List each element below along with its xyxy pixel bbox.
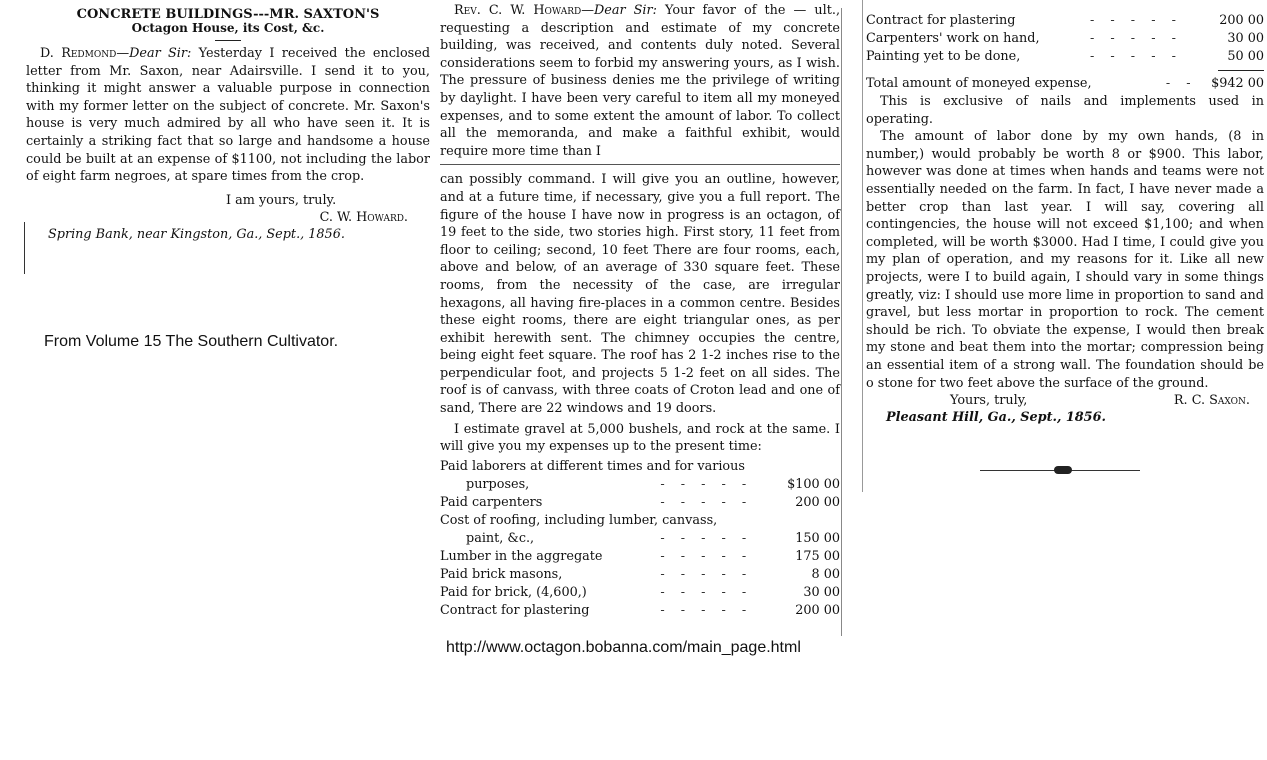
signature: C. W. Howard. (319, 209, 408, 225)
total-amount: $942 00 (1211, 76, 1264, 91)
ledger-row (440, 530, 840, 548)
ledger-label: Paid carpenters (440, 494, 543, 510)
ledger-label: purposes, (466, 476, 530, 492)
ledger-dots: - - - - - (660, 530, 753, 546)
letter3-para2: The amount of labor done by my own hands, (8 in number,) would probably be worth 8 or $900. This labor, however was done at times when hands and teams were not essentially needed on the farm. In fact, I have never made a better crop than last year. I will say, covering all contingencies, the house will not exceed $1,100; and when completed, will be worth $3000. Had I time, I could give you my plan of operation, and my reasons for it. Like all new projects, were I to build again, I should vary in some things greatly, viz: I should use more lime in proportion to sand and gravel, but less mortar in proportion to rock. The cement should be rich. To obviate the expense, I would then break my stone and beat them into the mortar; compression being an essential item of a strong wall. The foundation should be o stone for two feet above the surface of the ground. (866, 129, 1264, 391)
expense-ledger (440, 458, 840, 620)
ledger-label: Carpenters' work on hand, (866, 31, 1040, 46)
article-subtitle: Octagon House, its Cost, &c. (131, 21, 325, 35)
title-rule (215, 40, 241, 41)
ledger-dots: - - - - - (660, 494, 753, 510)
ledger-row (440, 494, 840, 512)
ledger-label: Cost of roofing, including lumber, canvass, (440, 512, 718, 528)
signature-2: R. C. Saxon. (1173, 393, 1250, 409)
article-title: CONCRETE BUILDINGS---MR. SAXTON'S (76, 7, 380, 22)
column-2 (440, 0, 840, 620)
ledger-row (440, 566, 840, 584)
ledger-row (440, 458, 840, 476)
ledger-dots: - - - - - (1090, 13, 1182, 28)
clipping-edge (24, 222, 25, 274)
ledger-label: paint, &c., (466, 530, 535, 546)
ledger-row (440, 512, 840, 530)
letter2-text1: Your favor of the — ult., requesting a description and estimate of my concrete building, was received, and contents duly noted. Several considerations seem to forbid my answering yours, as I wish. The pressure of business denies me the privilege of writing by daylight. I have been very careful to item all my moneyed expenses, and to some extent the amount of labor. To collect all the memoranda, and make a faithful exhibit, would require more time than I (440, 3, 841, 159)
ledger-amount: 30 00 (803, 584, 840, 600)
closing: I am yours, truly. (226, 192, 337, 208)
letter2-para3: I estimate gravel at 5,000 bushels, and rock at the same. I will give you my expenses up to the present time: (440, 421, 840, 455)
ledger-label: Paid for brick, (4,600,) (440, 584, 587, 600)
ledger-label: Paid brick masons, (440, 566, 563, 582)
ledger-dots: - - - - - (660, 584, 753, 600)
column-1 (26, 8, 430, 243)
ledger-label: Painting yet to be done, (866, 49, 1021, 64)
ledger-amount: 200 00 (795, 494, 840, 510)
end-ornament (1054, 466, 1072, 474)
ledger-row (440, 602, 840, 620)
fold-line (440, 164, 840, 165)
ledger-amount: 8 00 (811, 566, 840, 582)
letter2-para1 (440, 2, 840, 160)
ledger-row (440, 584, 840, 602)
closing-2-text: Yours, truly, (950, 393, 1028, 409)
letter-body (26, 45, 430, 186)
closing-2 (866, 392, 1264, 409)
ledger-label: Lumber in the aggregate (440, 548, 603, 564)
ledger-label: Paid laborers at different times and for various (440, 458, 745, 474)
ledger-dots: - - - - - (660, 548, 753, 564)
ledger-dots: - - - - - (1090, 31, 1182, 46)
ledger-label: Contract for plastering (440, 602, 590, 618)
sum-rule (1218, 70, 1264, 71)
total-dots: - - (1165, 76, 1197, 91)
ledger-dots: - - - - - (660, 566, 753, 582)
ledger-row (440, 476, 840, 494)
ledger-amount: 150 00 (795, 530, 840, 546)
ledger-label: Contract for plastering (866, 13, 1016, 28)
source-caption: From Volume 15 The Southern Cultivator. (44, 333, 339, 350)
ledger-amount: $100 00 (787, 476, 840, 492)
column-3 (866, 12, 1264, 426)
ledger-row (866, 12, 1264, 30)
place-date: Spring Bank, near Kingston, Ga., Sept., 1856. (48, 226, 345, 242)
column-divider-2 (862, 0, 863, 492)
salutation-rest: —Dear Sir: (116, 46, 192, 61)
salutation2-rest: —Dear Sir: (581, 3, 657, 18)
ledger-row (866, 48, 1264, 66)
ledger-amount: 200 00 (795, 602, 840, 618)
salutation-name: D. Redmond (40, 46, 117, 61)
ledger-amount: 200 00 (1219, 13, 1264, 28)
letter3-para1: This is exclusive of nails and implements used in operating. (866, 94, 1264, 127)
total-row (866, 75, 1264, 93)
ledger-amount: 50 00 (1227, 49, 1264, 64)
ledger-dots: - - - - - (660, 476, 753, 492)
ledger-dots: - - - - - (1090, 49, 1182, 64)
source-url: http://www.octagon.bobanna.com/main_page.html (446, 639, 801, 656)
place-date-2: Pleasant Hill, Ga., Sept., 1856. (886, 410, 1106, 426)
expense-ledger-continued (866, 12, 1264, 66)
total-label: Total amount of moneyed expense, (866, 76, 1092, 91)
ledger-row (866, 30, 1264, 48)
letter-text: Yesterday I received the enclosed letter from Mr. Saxon, near Adairsville. I send it to you, thinking it might answer a valuable purpose in connection with my former letter on the subject of concrete. Mr. Saxon's house is very much admired by all who have seen it. It is certainly a striking fact that so large and handsome a house could be built at an expense of $1100, not including the labor of eight farm negroes, at spare times from the crop. (26, 46, 431, 185)
ledger-amount: 175 00 (795, 548, 840, 564)
ledger-dots: - - - - - (660, 602, 753, 618)
ledger-amount: 30 00 (1227, 31, 1264, 46)
ledger-row (440, 548, 840, 566)
salutation2-name: Rev. C. W. Howard (454, 3, 582, 18)
column-divider (841, 8, 842, 636)
letter2-para2: can possibly command. I will give you an outline, however, and at a future time, if necessary, give you a full report. The figure of the house I have now in progress is an octagon, of 19 feet to the side, two stories high. First story, 11 feet from floor to ceiling; second, 10 feet There are four rooms, each, above and below, of an average of 330 square feet. These rooms, from the necessity of the case, are irregular hexagons, all having fire-places in a common centre. Besides these eight rooms, there are eight triangular ones, as per exhibit herewith sent. The chimney occupies the centre, being eight feet square. The roof has 2 1-2 inches rise to the perpendicular foot, and projects 5 1-2 feet on all sides. The roof is of canvass, with three coats of Croton lead and one of sand, There are 22 windows and 19 doors. (440, 172, 840, 417)
